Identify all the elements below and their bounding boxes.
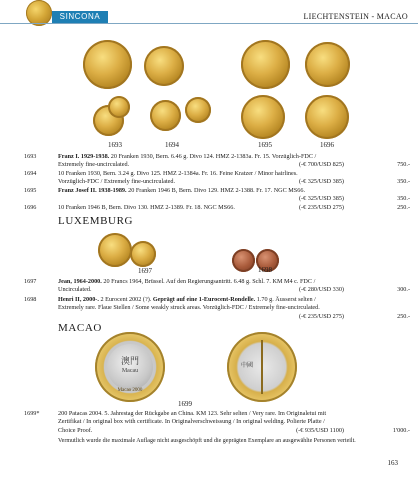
- coin-label-1695: 1695: [258, 141, 272, 149]
- lot-line2: Vorzüglich-FDC / Extremely fine-uncirculated.: [58, 178, 176, 186]
- coin-label-1693: 1693: [108, 141, 122, 149]
- lot-estimate: (-€ 935/USD 1100): [296, 426, 344, 434]
- lot-1695: [0, 187, 418, 204]
- lot-estimate: (-€ 700/USD 825): [298, 161, 344, 169]
- lot-price: 1'000.-: [392, 427, 410, 434]
- lot-1698: [0, 296, 418, 322]
- lot-number: 1693: [24, 153, 37, 160]
- coin-label-1698: 1698: [258, 266, 272, 274]
- lot-line1: 20 Franken 1946 B, Bern. Divo 129. HMZ 2-1388. Fr. 17. NGC MS66.: [126, 187, 305, 194]
- lot-price: 300.-: [397, 286, 410, 293]
- lot-1694: [0, 170, 418, 187]
- lot-line1: 10 Franken 1930, Bern. 3.24 g. Divo 125. HMZ 2-1384a. Fr. 16. Feine Kratzer / Minor hairlines.: [58, 170, 298, 177]
- lot-description: [58, 153, 344, 170]
- brand-label: SINCONA: [52, 11, 108, 23]
- lot-number: 1699*: [24, 410, 40, 417]
- lot-description: [58, 204, 344, 212]
- lot-1693: [0, 153, 418, 170]
- lot-price: 350.-: [397, 195, 410, 202]
- lot-line2: Uncirculated.: [58, 286, 92, 294]
- lot-number: 1696: [24, 204, 37, 211]
- coin-1699-center: [107, 344, 153, 390]
- coin-1697-obverse: [98, 233, 132, 267]
- lot-line2: Extremely rare. Flaue Stellen / Some weakly struck areas. Vorzüglich-FDC / Extremely fine-uncirculated.: [58, 304, 320, 312]
- header-divider: [0, 23, 418, 24]
- lot-estimate: (-€ 325/USD 385): [298, 178, 344, 186]
- coin-1696-obverse: [305, 42, 350, 87]
- coin-label-1696: 1696: [320, 141, 334, 149]
- coin-1699-reverse-text: 中國: [241, 362, 254, 369]
- lot-line1b: 1.70 g. Äusserst selten /: [255, 296, 316, 303]
- lot-estimate: (-€ 235/USD 275): [298, 204, 344, 211]
- lot-line1: 10 Franken 1946 B, Bern. Divo 130. HMZ 2-1389. Fr. 18. NGC MS66.: [58, 204, 235, 211]
- ruler-title: Jean, 1964-2000.: [58, 278, 102, 285]
- coin-1694-obverse: [144, 46, 184, 86]
- coin-1699-chinese-text: 澳門: [120, 357, 139, 367]
- coin-1698-obverse: [232, 249, 255, 272]
- section-title: LIECHTENSTEIN - MACAO: [303, 12, 408, 21]
- coin-1697-reverse: [130, 241, 156, 267]
- lot-line1: 20 Francs 1964, Brüssel. Auf den Regierungsantritt. 6.48 g. Schl. 7. KM M4 c. FDC /: [101, 278, 316, 285]
- lot-1699-note: Vermutlich wurde die maximale Auflage nicht ausgeschöpft und die geprägten Exemplare an ausgewählte Personen verteilt.: [58, 438, 356, 444]
- lot-price: 750.-: [397, 161, 410, 168]
- lot-line2: Extremely fine-uncirculated.: [58, 161, 130, 169]
- lot-line1: 20 Franken 1930, Bern. 6.46 g. Divo 124. HMZ 2-1383a. Fr. 15. Vorzüglich-FDC /: [109, 153, 317, 160]
- lot-price: 350.-: [397, 178, 410, 185]
- lot-line2: Zertifikat / In original box with certificate. In Originalverschweissung / In original welding. Polierte Platte /: [58, 418, 325, 426]
- lot-number: 1697: [24, 278, 37, 285]
- coin-1699-reverse-split: [261, 340, 263, 394]
- lot-description: [58, 170, 344, 187]
- coin-1695-obverse: [241, 40, 290, 89]
- lot-estimate: (-€ 235/USD 275): [298, 312, 344, 320]
- lot-line1: 200 Patacas 2004. 5. Jahrestag der Rückgabe an China. KM 123. Sehr selten / Very rare. Im Originaletui mit: [58, 410, 327, 417]
- ruler-title: Henri II, 2000-.: [58, 296, 99, 303]
- coin-1699-reverse: [227, 332, 297, 402]
- lot-description: [58, 278, 344, 295]
- coin-1699-obverse: [95, 332, 165, 402]
- ruler-title: Franz I. 1929-1938.: [58, 153, 110, 160]
- lot-number: 1695: [24, 187, 37, 194]
- lot-description: [58, 410, 344, 435]
- country-heading-luxembourg: LUXEMBURG: [58, 215, 134, 227]
- lot-description: [58, 187, 344, 204]
- lot-number: 1698: [24, 296, 37, 303]
- coin-1695-reverse: [241, 95, 285, 139]
- coin-1694-reverse: [150, 100, 181, 131]
- lot-estimate: (-€ 325/USD 385): [298, 195, 344, 203]
- coin-1696-reverse: [305, 95, 349, 139]
- lot-line3: Choice Proof.: [58, 426, 93, 434]
- lot-price: 250.-: [397, 313, 410, 320]
- lot-price: 250.-: [397, 204, 410, 211]
- page-number: 163: [387, 459, 398, 467]
- coin-label-1697: 1697: [138, 267, 152, 275]
- lot-estimate: (-€ 280/USD 330): [298, 286, 344, 294]
- coin-label-1694: 1694: [165, 141, 179, 149]
- lot-1697: [0, 278, 418, 295]
- country-heading-macao: MACAO: [58, 322, 102, 334]
- coin-label-1699: 1699: [178, 400, 192, 408]
- coin-1699-subtext: Macau: [121, 368, 139, 374]
- lot-number: 1694: [24, 170, 37, 177]
- coin-1693-obverse: [83, 40, 132, 89]
- lot-line1: 2 Eurocent 2002 (?).: [98, 296, 153, 303]
- lot-description: [58, 296, 344, 321]
- coin-1693-reverse-small: [108, 96, 130, 118]
- coin-1699-date: Macao 2000: [117, 388, 143, 393]
- ruler-title: Franz Josef II. 1938-1989.: [58, 187, 127, 194]
- lot-highlight: Geprägt auf eine 1-Eurocent-Rondelle.: [152, 296, 256, 303]
- coin-1694-reverse-small: [185, 97, 211, 123]
